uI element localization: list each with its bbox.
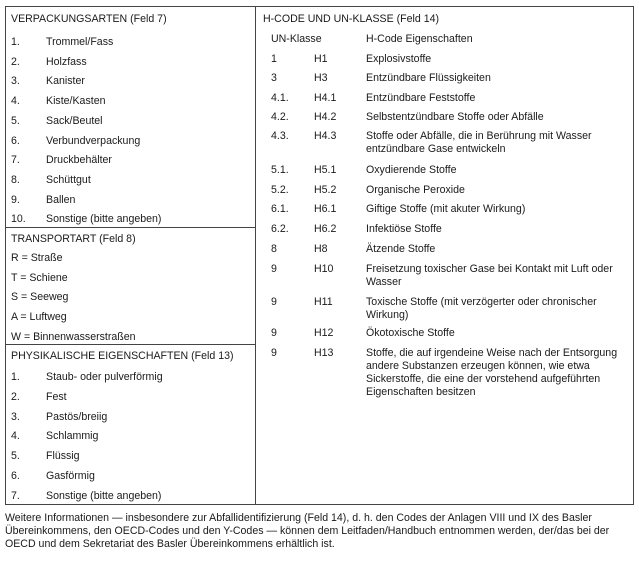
packaging-item-number: 7. xyxy=(11,154,20,167)
packaging-title: VERPACKUNGSARTEN (Feld 7) xyxy=(11,13,167,25)
hcode-un-class: 8 xyxy=(271,243,277,255)
physical-item-label: Sonstige (bitte angeben) xyxy=(46,489,162,502)
hcode-description: Stoffe oder Abfälle, die in Berührung mit Wasser entzündbare Gase entwickeln xyxy=(366,130,592,155)
hcode-code: H12 xyxy=(314,327,334,339)
hcode-description: Ätzende Stoffe xyxy=(366,243,436,255)
packaging-item-label: Druckbehälter xyxy=(46,154,112,167)
hcode-un-class: 4.2. xyxy=(271,111,289,123)
packaging-item-number: 2. xyxy=(11,55,20,68)
packaging-item-number: 8. xyxy=(11,173,20,186)
hcode-un-class: 4.1. xyxy=(271,92,289,104)
footer-note: Weitere Informationen — insbesondere zur Abfallidentifizierung (Feld 14), d. h. den Codes der Anlagen VIII und IX des Basler Übereinkommens, den OECD-Codes und den Y-Codes — können dem Leitfaden/Handbuch entnommen werden, der/das bei der OECD und dem Sekretariat des Basler Übereinkommens erhältlich ist. xyxy=(5,512,610,551)
transport-item: R = Straße xyxy=(11,252,63,264)
hcode-un-class: 9 xyxy=(271,327,277,339)
packaging-item-number: 5. xyxy=(11,114,20,127)
column-divider xyxy=(255,6,256,505)
hcode-code: H4.1 xyxy=(314,92,337,104)
hcode-code: H6.1 xyxy=(314,203,337,215)
hcode-description: Toxische Stoffe (mit verzögerter oder chronischer Wirkung) xyxy=(366,296,597,321)
hcode-code: H8 xyxy=(314,243,328,255)
transport-title: TRANSPORTART (Feld 8) xyxy=(11,233,136,245)
section-divider xyxy=(5,227,256,228)
packaging-item-label: Sack/Beutel xyxy=(46,114,103,127)
hcode-un-class: 1 xyxy=(271,53,277,65)
physical-item-number: 2. xyxy=(11,390,20,403)
packaging-item-label: Kiste/Kasten xyxy=(46,95,106,108)
hcode-un-class: 5.2. xyxy=(271,184,289,196)
hcode-description: Explosivstoffe xyxy=(366,53,432,65)
packaging-item-label: Verbundverpackung xyxy=(46,134,141,147)
hcode-code: H4.3 xyxy=(314,130,337,142)
hcode-description: Oxydierende Stoffe xyxy=(366,164,457,176)
hcode-code: H10 xyxy=(314,263,334,275)
hcode-description: Infektiöse Stoffe xyxy=(366,223,442,235)
physical-item-number: 5. xyxy=(11,450,20,463)
hcode-code: H4.2 xyxy=(314,111,337,123)
hcode-code: H6.2 xyxy=(314,223,337,235)
packaging-item-label: Trommel/Fass xyxy=(46,36,114,48)
hcode-title: H-CODE UND UN-KLASSE (Feld 14) xyxy=(263,13,440,25)
packaging-item-label: Sonstige (bitte angeben) xyxy=(46,213,162,226)
hcode-code: H5.1 xyxy=(314,164,337,176)
packaging-item-label: Ballen xyxy=(46,193,76,206)
hcode-code: H13 xyxy=(314,347,334,359)
transport-item: A = Luftweg xyxy=(11,311,67,324)
physical-item-label: Schlammig xyxy=(46,430,99,443)
physical-item-label: Pastös/breiig xyxy=(46,410,108,423)
hcode-code: H3 xyxy=(314,72,328,84)
packaging-item-label: Holzfass xyxy=(46,55,87,68)
hcode-un-class: 9 xyxy=(271,347,277,359)
hcode-un-class: 4.3. xyxy=(271,130,289,142)
physical-item-number: 7. xyxy=(11,489,20,502)
hcode-un-class: 6.1. xyxy=(271,203,289,215)
physical-title: PHYSIKALISCHE EIGENSCHAFTEN (Feld 13) xyxy=(11,350,234,362)
hcode-un-class: 9 xyxy=(271,263,277,275)
transport-item: W = Binnenwasserstraßen xyxy=(11,330,136,343)
section-divider xyxy=(5,344,256,345)
hcode-un-class: 5.1. xyxy=(271,164,289,176)
hcode-description: Selbstentzündbare Stoffe oder Abfälle xyxy=(366,111,544,123)
physical-item-number: 3. xyxy=(11,410,20,423)
col-header-un: UN-Klasse xyxy=(271,33,322,45)
packaging-item-label: Kanister xyxy=(46,75,85,88)
hcode-code: H1 xyxy=(314,53,328,65)
hcode-description: Ökotoxische Stoffe xyxy=(366,327,455,339)
physical-item-number: 4. xyxy=(11,430,20,443)
hcode-un-class: 9 xyxy=(271,296,277,308)
physical-item-label: Gasförmig xyxy=(46,470,95,482)
hcode-description: Entzündbare Flüssigkeiten xyxy=(366,72,491,84)
hcode-un-class: 3 xyxy=(271,72,277,84)
hcode-code: H11 xyxy=(314,296,333,308)
packaging-item-number: 1. xyxy=(11,36,20,48)
hcode-description: Entzündbare Feststoffe xyxy=(366,92,476,104)
hcode-un-class: 6.2. xyxy=(271,223,289,235)
hcode-description: Organische Peroxide xyxy=(366,184,465,196)
transport-item: S = Seeweg xyxy=(11,291,69,304)
packaging-item-number: 6. xyxy=(11,134,20,147)
physical-item-number: 1. xyxy=(11,371,20,383)
physical-item-label: Fest xyxy=(46,390,67,403)
hcode-description: Stoffe, die auf irgendeine Weise nach der Entsorgung andere Substanzen erzeugen können, wie etwa Sickerstoffe, die eine der vorstehend aufgeführten Eigenschaften besitzen xyxy=(366,347,618,398)
hcode-code: H5.2 xyxy=(314,184,337,196)
transport-item: T = Schiene xyxy=(11,271,68,284)
hcode-description: Freisetzung toxischer Gase bei Kontakt mit Luft oder Wasser xyxy=(366,263,613,288)
physical-item-label: Staub- oder pulverförmig xyxy=(46,371,163,383)
packaging-item-number: 10. xyxy=(11,213,26,226)
packaging-item-label: Schüttgut xyxy=(46,173,91,186)
physical-item-label: Flüssig xyxy=(46,450,80,463)
physical-item-number: 6. xyxy=(11,470,20,482)
packaging-item-number: 4. xyxy=(11,95,20,108)
packaging-item-number: 3. xyxy=(11,75,20,88)
hcode-description: Giftige Stoffe (mit akuter Wirkung) xyxy=(366,203,526,215)
packaging-item-number: 9. xyxy=(11,193,20,206)
col-header-h: H-Code Eigenschaften xyxy=(366,33,473,45)
